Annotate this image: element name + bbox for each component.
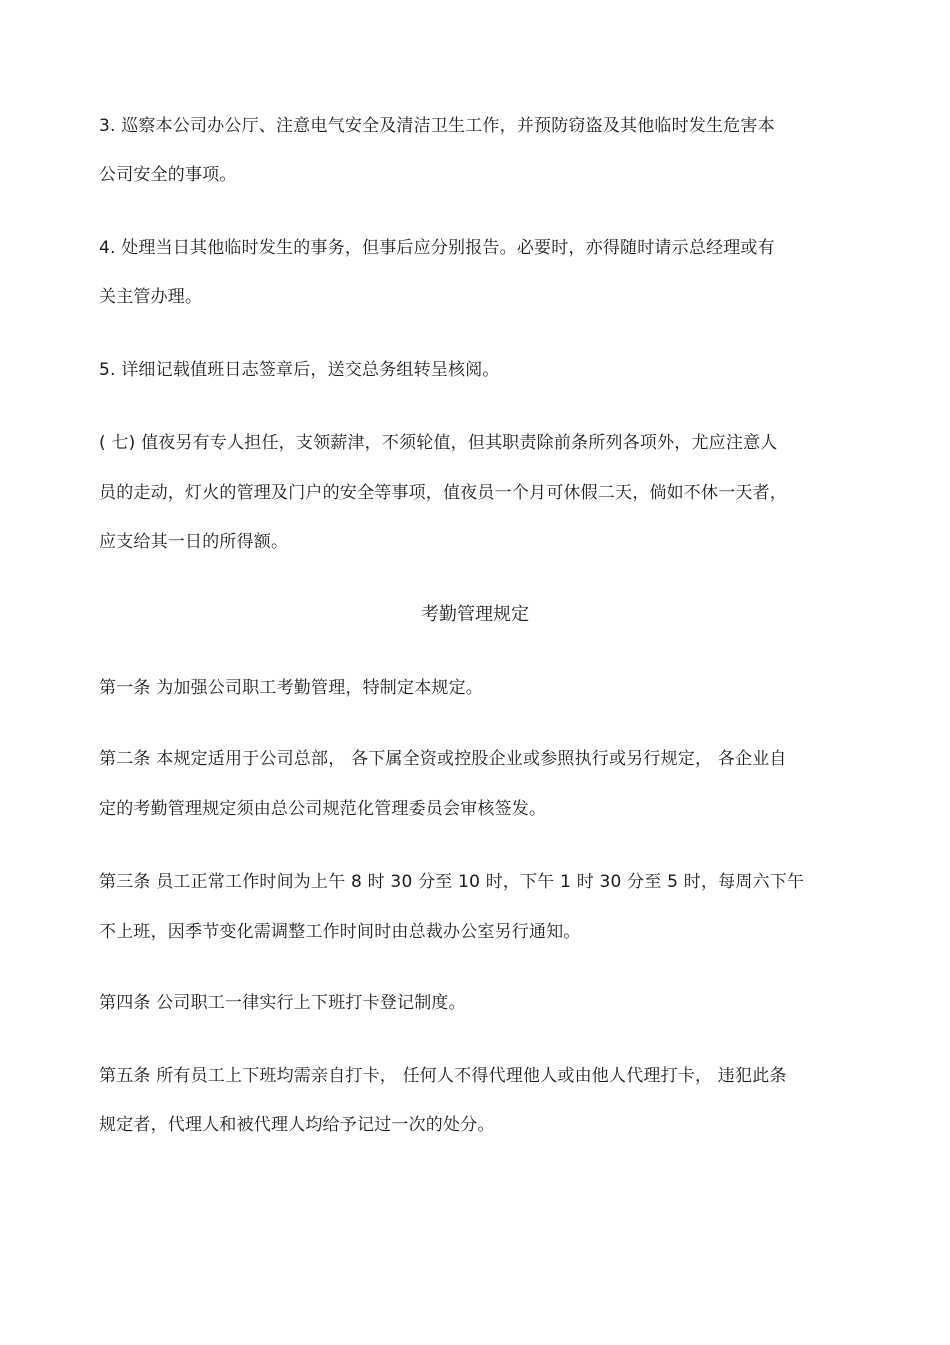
paragraph-line: 应支给其一日的所得额。 [99,532,289,552]
article-line: 第一条 为加强公司职工考勤管理，特制定本规定。 [99,678,484,698]
paragraph-line: 公司安全的事项。 [99,165,237,185]
section-title: 考勤管理规定 [421,604,529,625]
article-line: 第二条 本规定适用于公司总部， 各下属全资或控股企业或参照执行或另行规定， 各企业自 [99,749,787,769]
paragraph-line: 3. 巡察本公司办公厅、注意电气安全及清洁卫生工作，并预防窃盗及其他临时发生危害本 [99,116,775,136]
article-line: 规定者，代理人和被代理人均给予记过一次的处分。 [99,1115,495,1135]
paragraph-line: 5. 详细记载值班日志签章后，送交总务组转呈核阅。 [99,360,500,380]
paragraph-line: ( 七) 值夜另有专人担任，支领薪津，不须轮值，但其职责除前条所列各项外，尤应注意人 [99,433,778,453]
article-line: 第四条 公司职工一律实行上下班打卡登记制度。 [99,993,466,1013]
paragraph-line: 关主管办理。 [99,287,203,307]
article-line: 不上班，因季节变化需调整工作时间时由总裁办公室另行通知。 [99,922,581,942]
article-line: 第五条 所有员工上下班均需亲自打卡， 任何人不得代理他人或由他人代理打卡， 违犯此条 [99,1066,787,1086]
article-line: 第三条 员工正常工作时间为上午 8 时 30 分至 10 时，下午 1 时 30 分至 5 时，每周六下午 [99,872,805,892]
article-line: 定的考勤管理规定须由总公司规范化管理委员会审核签发。 [99,799,547,819]
paragraph-line: 员的走动，灯火的管理及门户的安全等事项，值夜员一个月可休假二天，倘如不休一天者， [99,483,787,503]
paragraph-line: 4. 处理当日其他临时发生的事务，但事后应分别报告。必要时，亦得随时请示总经理或有 [99,238,775,258]
